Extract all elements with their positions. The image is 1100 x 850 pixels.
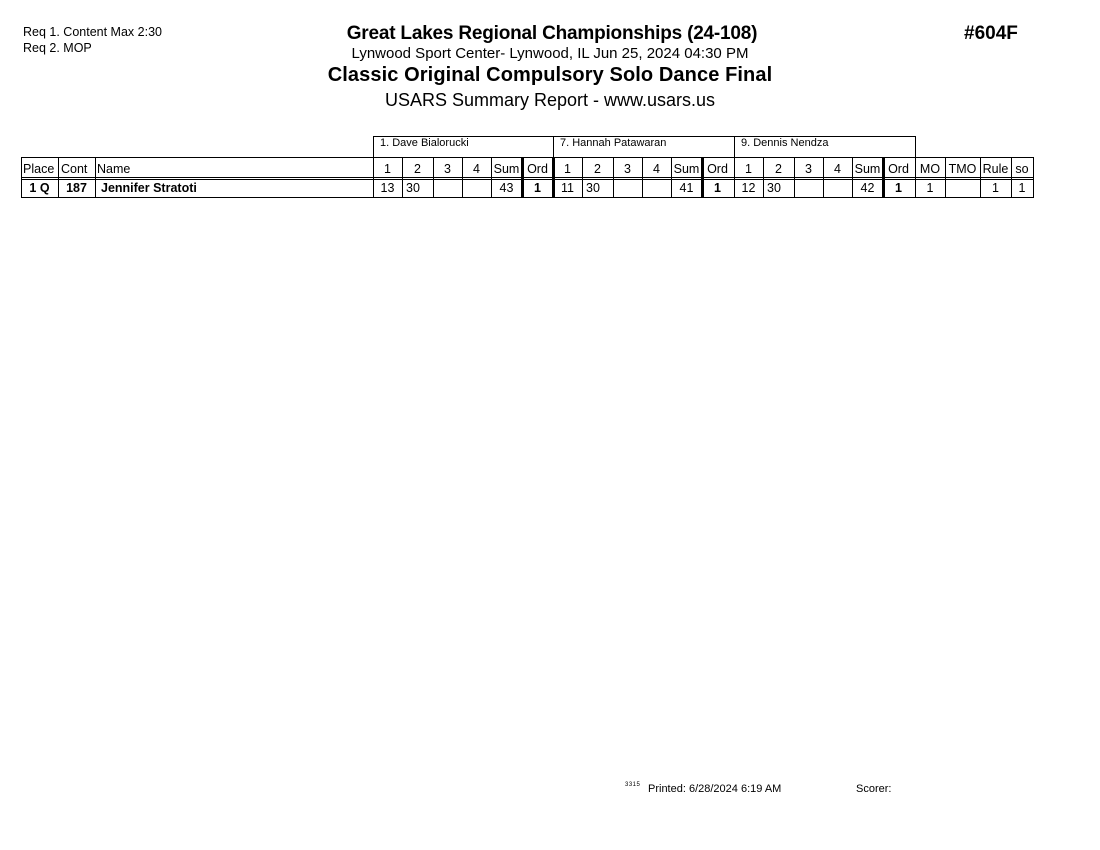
cell-j3-sum: 42 [860,181,875,195]
cell-j2-s1: 11 [561,181,574,195]
col-header-j3-score-2: 2 [775,161,782,176]
col-header-j3-score-4: 4 [834,161,841,176]
cell-name: Jennifer Stratoti [101,181,197,195]
cell-j3-ord: 1 [895,181,902,195]
cell-tmo [945,179,980,197]
judge-name: 1. Dave Bialorucki [380,137,469,149]
cell-j1-s4 [462,179,491,197]
cell-j2-ord: 1 [714,181,721,195]
cell-j1-ord: 1 [534,181,541,195]
cell-j2-sum: 41 [679,181,694,195]
col-header-j3-sum: Sum [854,161,881,176]
col-header-j3-score-1: 1 [745,161,752,176]
col-header-place: Place [23,161,55,176]
cell-j1-sum: 43 [499,181,514,195]
report-title: USARS Summary Report - www.usars.us [384,90,716,110]
cell-j1-s1: 13 [380,181,395,195]
cell-so: 1 [1018,181,1026,195]
column-divider [1033,157,1034,198]
judge-box-divider [915,136,916,157]
col-header-mo: MO [919,161,941,176]
competition-title: Great Lakes Regional Championships (24-108) [346,23,758,44]
col-header-j2-score-3: 3 [624,161,631,176]
col-header-j1-score-3: 3 [444,161,451,176]
cell-rule: 1 [992,181,999,195]
col-header-cont: Cont [61,161,88,176]
cell-j1-s3 [433,179,462,197]
col-header-j3-score-3: 3 [805,161,812,176]
col-header-j1-score-4: 4 [473,161,480,176]
cell-place: 1 Q [29,181,50,195]
footer-code: 3315 [625,782,641,788]
event-name: Classic Original Compulsory Solo Dance Final [327,64,773,86]
col-header-j1-ord: Ord [527,161,548,176]
cell-j2-s4 [642,179,671,197]
col-header-j3-ord: Ord [888,161,909,176]
col-header-j2-score-2: 2 [594,161,601,176]
judge-box-divider [373,136,374,157]
col-header-name: Name [97,161,131,176]
judge-name: 7. Hannah Patawaran [560,137,667,149]
judge-box-divider [553,136,554,157]
event-number: #604F [964,23,1018,44]
col-header-j2-ord: Ord [707,161,728,176]
cell-mo: 1 [926,181,934,195]
col-header-tmo: TMO [948,161,977,176]
cell-j3-s1: 12 [741,181,756,195]
cell-j3-s2: 30 [767,181,781,195]
column-divider [95,157,96,198]
col-header-j2-score-1: 1 [564,161,571,176]
cell-j1-s2: 30 [406,181,420,195]
venue-date-line: Lynwood Sport Center- Lynwood, IL Jun 25, 2024 04:30 PM [351,45,749,62]
scorer-label: Scorer: [856,783,892,795]
cell-cont: 187 [66,181,87,195]
col-header-j2-score-4: 4 [653,161,660,176]
cell-j3-s4 [823,179,852,197]
cell-j3-s3 [794,179,823,197]
col-header-j1-score-1: 1 [384,161,391,176]
col-header-j2-sum: Sum [673,161,700,176]
col-header-j1-score-2: 2 [414,161,421,176]
judge-name: 9. Dennis Nendza [741,137,829,149]
requirement-2: Req 2. MOP [23,41,92,55]
cell-j2-s2: 30 [586,181,600,195]
printed-timestamp: Printed: 6/28/2024 6:19 AM [648,783,782,795]
judge-box-divider [734,136,735,157]
col-header-j1-sum: Sum [493,161,520,176]
col-header-so: so [1015,161,1029,176]
requirement-1: Req 1. Content Max 2:30 [23,25,162,39]
col-header-rule: Rule [982,161,1009,176]
cell-j2-s3 [613,179,642,197]
